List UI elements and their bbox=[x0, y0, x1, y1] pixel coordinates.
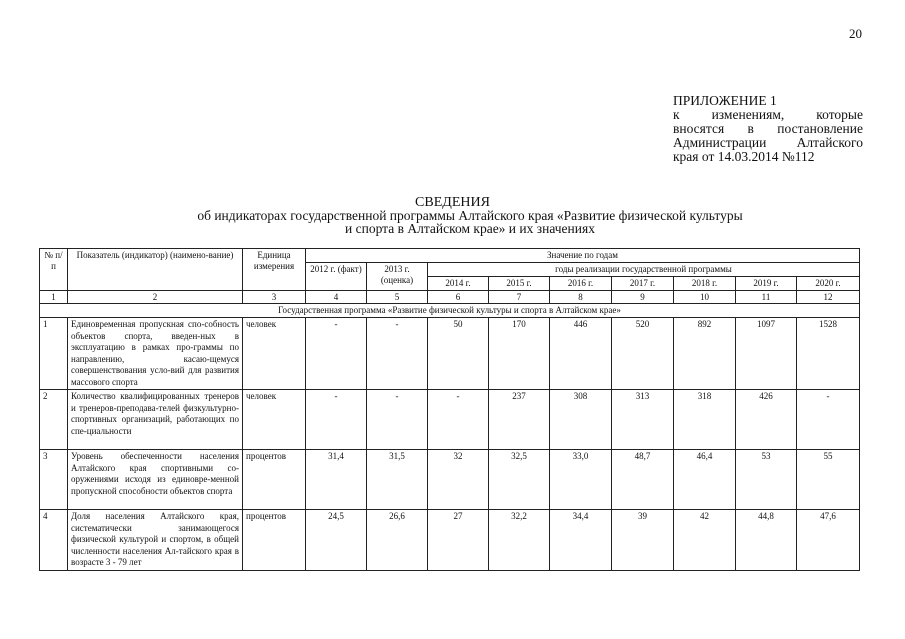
row-value: 520 bbox=[612, 318, 674, 390]
header-num: № п/п bbox=[40, 249, 68, 291]
column-number: 3 bbox=[243, 291, 306, 304]
row-value: 32 bbox=[428, 450, 489, 510]
column-number-row bbox=[40, 291, 860, 304]
header-year: 2018 г. bbox=[674, 277, 736, 291]
table-row bbox=[40, 450, 860, 510]
indicators-table bbox=[39, 248, 860, 571]
row-value: 26,6 bbox=[367, 510, 428, 571]
row-value: - bbox=[306, 318, 367, 390]
row-indicator: Количество квалифицированных тренеров и тренеров-преподава-телей физкультурно-спортивных организаций, работающих по спе-циальности bbox=[68, 390, 243, 450]
table-row bbox=[40, 510, 860, 571]
section-row bbox=[40, 304, 860, 318]
row-value: - bbox=[428, 390, 489, 450]
row-value: 426 bbox=[736, 390, 797, 450]
appendix-line: Администрации Алтайского bbox=[673, 135, 863, 150]
row-value: 170 bbox=[489, 318, 550, 390]
column-number: 11 bbox=[736, 291, 797, 304]
header-year: 2017 г. bbox=[612, 277, 674, 291]
row-value: 46,4 bbox=[674, 450, 736, 510]
row-num: 4 bbox=[40, 510, 68, 571]
row-value: 318 bbox=[674, 390, 736, 450]
appendix-heading: ПРИЛОЖЕНИЕ 1 bbox=[673, 93, 777, 108]
header-year: 2012 г. (факт) bbox=[306, 263, 367, 291]
row-value: 47,6 bbox=[797, 510, 860, 571]
row-indicator: Уровень обеспеченности населения Алтайского края спортивными со-оружениями исходя из единовре-менной пропускной способности объектов спорта bbox=[68, 450, 243, 510]
row-value: - bbox=[367, 390, 428, 450]
row-indicator: Единовременная пропускная спо-собность объектов спорта, введен-ных в эксплуатацию в рамках про-граммы по направлению, касаю-щемуся совершенствования усло-вий для развития массового спорта bbox=[68, 318, 243, 390]
column-number: 10 bbox=[674, 291, 736, 304]
header-unit: Единица измерения bbox=[243, 249, 306, 291]
column-number: 12 bbox=[797, 291, 860, 304]
row-unit: человек bbox=[243, 390, 306, 450]
row-value: - bbox=[797, 390, 860, 450]
header-year: 2016 г. bbox=[550, 277, 612, 291]
page-number: 20 bbox=[849, 26, 862, 41]
appendix-line: вносятся в постановление bbox=[673, 121, 863, 136]
row-value: 55 bbox=[797, 450, 860, 510]
column-number: 4 bbox=[306, 291, 367, 304]
row-value: 1528 bbox=[797, 318, 860, 390]
row-value: 24,5 bbox=[306, 510, 367, 571]
column-number: 7 bbox=[489, 291, 550, 304]
row-unit: процентов bbox=[243, 450, 306, 510]
header-values-by-year: Значение по годам bbox=[306, 249, 860, 263]
subtitle-line: об индикаторах государственной программы Алтайского края «Развитие физической культуры bbox=[197, 208, 743, 223]
header-year: 2020 г. bbox=[797, 277, 860, 291]
row-num: 2 bbox=[40, 390, 68, 450]
row-value: 50 bbox=[428, 318, 489, 390]
row-unit: человек bbox=[243, 318, 306, 390]
column-number: 2 bbox=[68, 291, 243, 304]
header-row bbox=[40, 249, 860, 263]
appendix-block bbox=[673, 94, 863, 164]
column-number: 6 bbox=[428, 291, 489, 304]
row-value: 53 bbox=[736, 450, 797, 510]
appendix-line: к изменениям, которые bbox=[673, 107, 863, 122]
row-value: 237 bbox=[489, 390, 550, 450]
header-year: 2014 г. bbox=[428, 277, 489, 291]
subtitle-line: и спорта в Алтайском крае» и их значениях bbox=[345, 221, 595, 236]
row-indicator: Доля населения Алтайского края, систематически занимающегося физической культурой и спортом, в общей численности населения Ал-тайского края в возрасте 3 - 79 лет bbox=[68, 510, 243, 571]
table-row bbox=[40, 318, 860, 390]
row-value: 34,4 bbox=[550, 510, 612, 571]
row-value: 39 bbox=[612, 510, 674, 571]
column-number: 5 bbox=[367, 291, 428, 304]
row-num: 3 bbox=[40, 450, 68, 510]
row-unit: процентов bbox=[243, 510, 306, 571]
row-value: 44,8 bbox=[736, 510, 797, 571]
row-value: 892 bbox=[674, 318, 736, 390]
row-value: 32,2 bbox=[489, 510, 550, 571]
column-number: 8 bbox=[550, 291, 612, 304]
row-value: 446 bbox=[550, 318, 612, 390]
header-indicator: Показатель (индикатор) (наимено-вание) bbox=[68, 249, 243, 291]
row-value: 27 bbox=[428, 510, 489, 571]
row-value: 308 bbox=[550, 390, 612, 450]
row-value: 48,7 bbox=[612, 450, 674, 510]
row-value: 1097 bbox=[736, 318, 797, 390]
header-year: 2019 г. bbox=[736, 277, 797, 291]
section-title: Государственная программа «Развитие физической культуры и спорта в Алтайском крае» bbox=[40, 304, 860, 318]
row-num: 1 bbox=[40, 318, 68, 390]
row-value: 32,5 bbox=[489, 450, 550, 510]
header-year: 2015 г. bbox=[489, 277, 550, 291]
row-value: 31,4 bbox=[306, 450, 367, 510]
appendix-line: края от 14.03.2014 №112 bbox=[673, 149, 815, 164]
column-number: 9 bbox=[612, 291, 674, 304]
document-subtitle bbox=[120, 209, 820, 235]
row-value: 31,5 bbox=[367, 450, 428, 510]
row-value: - bbox=[306, 390, 367, 450]
document-title: СВЕДЕНИЯ bbox=[415, 195, 490, 210]
column-number: 1 bbox=[40, 291, 68, 304]
row-value: - bbox=[367, 318, 428, 390]
header-year: 2013 г. (оценка) bbox=[367, 263, 428, 291]
header-program-years: годы реализации государственной программы bbox=[428, 263, 860, 277]
row-value: 313 bbox=[612, 390, 674, 450]
table-row bbox=[40, 390, 860, 450]
row-value: 33,0 bbox=[550, 450, 612, 510]
row-value: 42 bbox=[674, 510, 736, 571]
